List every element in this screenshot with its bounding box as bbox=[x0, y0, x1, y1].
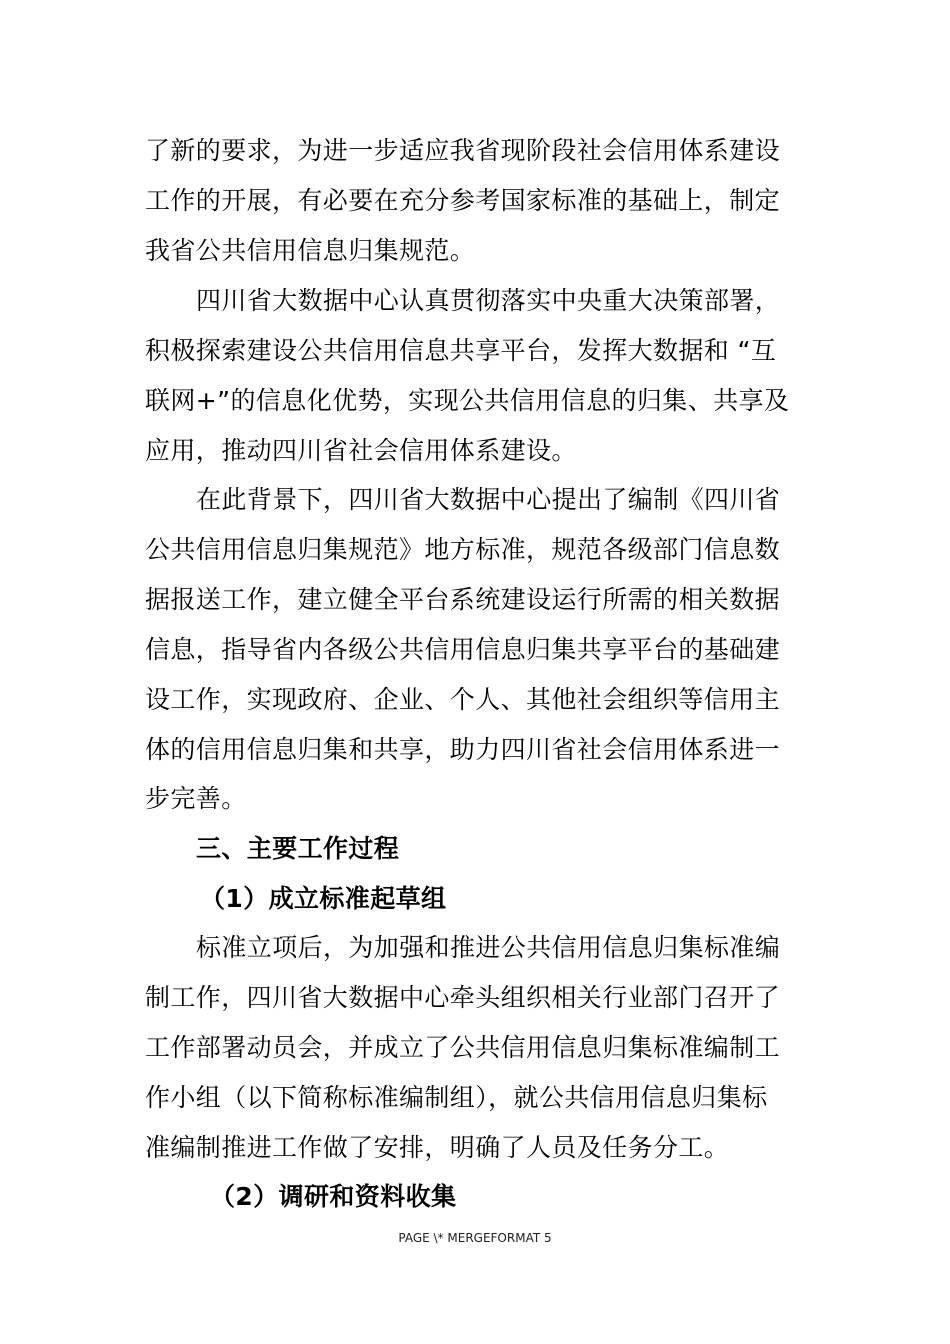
text-line: 步完善。 bbox=[145, 784, 247, 813]
text-line: 四川省大数据中心认真贯彻落实中央重大决策部署， bbox=[196, 286, 781, 315]
text-line: 联网+”的信息化优势，实现公共信用信息的归集、共享及 bbox=[145, 386, 790, 415]
text-line: 信息，指导省内各级公共信用信息归集共享平台的基础建 bbox=[145, 635, 781, 664]
text-line: 我省公共信用信息归集规范。 bbox=[145, 236, 476, 265]
text-line: 工作部署动员会，并成立了公共信用信息归集标准编制工 bbox=[145, 1033, 781, 1062]
text-line: 了新的要求，为进一步适应我省现阶段社会信用体系建设 bbox=[145, 136, 781, 165]
text-line: 标准立项后，为加强和推进公共信用信息归集标准编 bbox=[196, 933, 781, 962]
text-line: 在此背景下，四川省大数据中心提出了编制《四川省 bbox=[196, 485, 781, 514]
text-line: 设工作，实现政府、企业、个人、其他社会组织等信用主 bbox=[145, 685, 781, 714]
text-line: 积极探索建设公共信用信息共享平台，发挥大数据和 “互 bbox=[145, 336, 777, 365]
subsection-heading: （1）成立标准起草组 bbox=[200, 884, 447, 913]
text-line: 据报送工作，建立健全平台系统建设运行所需的相关数据 bbox=[145, 585, 781, 614]
text-line: 工作的开展，有必要在充分参考国家标准的基础上，制定 bbox=[145, 186, 781, 215]
page-footer: PAGE \* MERGEFORMAT 5 bbox=[398, 1231, 552, 1245]
text-line: 准编制推进工作做了安排，明确了人员及任务分工。 bbox=[145, 1133, 730, 1162]
text-line: 作小组（以下简称标准编制组），就公共信用信息归集标 bbox=[145, 1083, 768, 1112]
section-heading: 三、主要工作过程 bbox=[196, 834, 400, 863]
text-line: 应用，推动四川省社会信用体系建设。 bbox=[145, 436, 577, 465]
subsection-heading: （2）调研和资料收集 bbox=[210, 1182, 457, 1211]
text-line: 制工作，四川省大数据中心牵头组织相关行业部门召开了 bbox=[145, 983, 781, 1012]
text-line: 公共信用信息归集规范》地方标准，规范各级部门信息数 bbox=[145, 535, 781, 564]
text-line: 体的信用信息归集和共享，助力四川省社会信用体系进一 bbox=[145, 735, 781, 764]
